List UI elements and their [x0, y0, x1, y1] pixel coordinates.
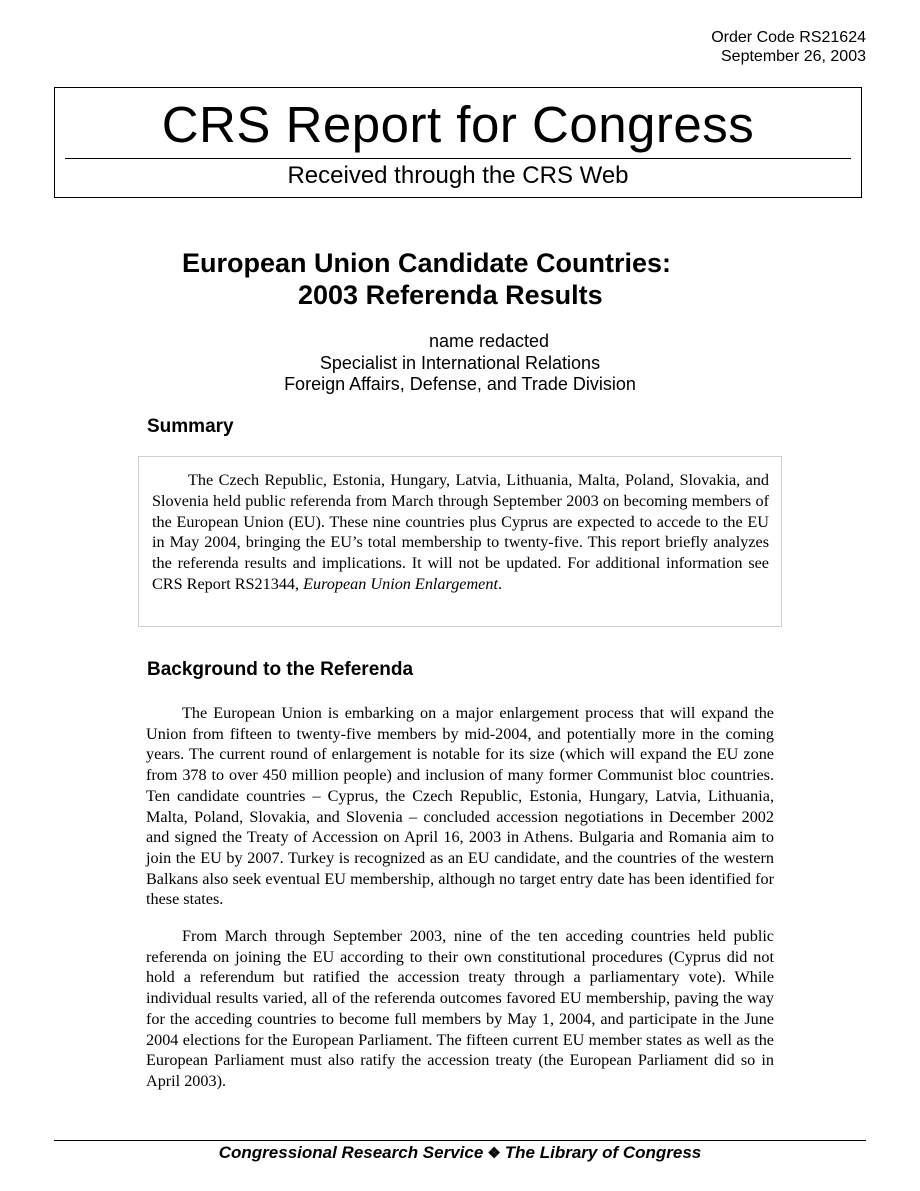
background-heading: Background to the Referenda: [147, 659, 414, 680]
summary-body: The Czech Republic, Estonia, Hungary, Latvia, Lithuania, Malta, Poland, Slovakia, and Slovenia held public referenda from March through September 2003 on becoming members of the European Union (EU). These nine countries plus Cyprus are expected to accede to the EU in May 2004, bringing the EU’s total membership to twenty-five. This report briefly analyzes the referenda results and implications. It will not be updated. For additional information see CRS Report RS21344,: [152, 471, 769, 593]
summary-end: .: [497, 574, 502, 593]
document-title-line-2: 2003 Referenda Results: [298, 280, 603, 310]
order-code: Order Code RS21624: [711, 29, 866, 46]
background-paragraph-1: The European Union is embarking on a major enlargement process that will expand the Union from fifteen to twenty-five members by mid-2004, and potentially more in the coming years. The current round of enlargement is notable for its size (which will expand the EU zone from 378 to over 450 million people) and inclusion of many former Communist bloc countries. Ten candidate countries – Cyprus, the Czech Republic, Estonia, Hungary, Latvia, Lithuania, Malta, Poland, Slovakia, and Slovenia – concluded accession negotiations in December 2002 and signed the Treaty of Accession on April 16, 2003 in Athens. Bulgaria and Romania aim to join the EU by 2007. Turkey is recognized as an EU candidate, and the countries of the western Balkans also seek eventual EU membership, although no target entry date has been identified for these states.: [146, 704, 774, 909]
summary-reference-title: European Union Enlargement: [303, 574, 498, 593]
author-name: name redacted: [428, 331, 550, 351]
summary-box: [138, 456, 782, 627]
report-header-box: [54, 87, 862, 198]
page-footer: [0, 1143, 920, 1163]
footer-divider: [54, 1140, 866, 1141]
footer-loc: The Library of Congress: [504, 1143, 702, 1162]
author-role: Specialist in International Relations: [319, 352, 601, 373]
report-subtitle: Received through the CRS Web: [287, 162, 629, 189]
report-date: September 26, 2003: [721, 48, 866, 65]
summary-text: [152, 470, 769, 595]
summary-heading: Summary: [147, 416, 234, 437]
footer-crs: Congressional Research Service: [218, 1143, 484, 1162]
report-title: CRS Report for Congress: [161, 96, 755, 153]
author-division: Foreign Affairs, Defense, and Trade Division: [284, 374, 636, 394]
document-title-line-1: European Union Candidate Countries:: [182, 248, 672, 278]
order-info: [711, 28, 866, 66]
diamond-separator-icon: ❖: [487, 1145, 501, 1162]
header-divider: [65, 158, 851, 159]
author-block: [0, 331, 920, 396]
background-paragraph-2: From March through September 2003, nine of the ten acceding countries held public referenda on joining the EU according to their own constitutional procedures (Cyprus did not hold a referendum but ratified the accession treaty through a parliamentary vote). While individual results varied, all of the referenda outcomes favored EU membership, paving the way for the acceding countries to become full members by May 1, 2004, and participate in the June 2004 elections for the European Parliament. The fifteen current EU member states as well as the European Parliament must also ratify the accession treaty (the European Parliament did so in April 2003).: [146, 927, 774, 1090]
